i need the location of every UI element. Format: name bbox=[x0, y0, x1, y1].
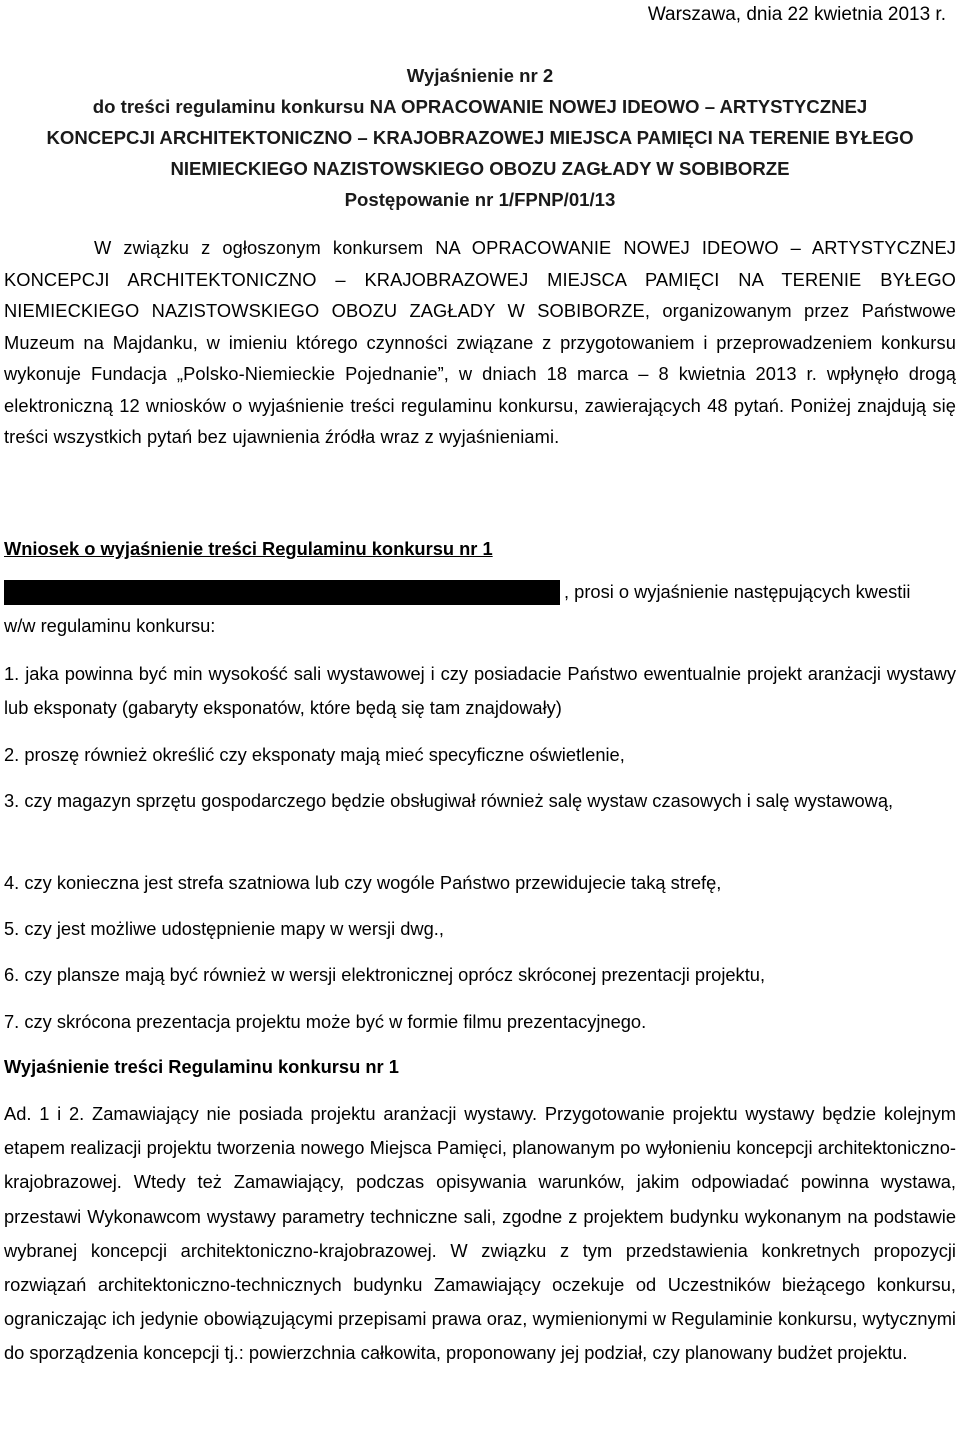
heading-subject-line: do treści regulaminu konkursu NA OPRACOWANIE NOWEJ IDEOWO – ARTYSTYCZNEJ bbox=[92, 96, 868, 117]
heading-title: Wyjaśnienie nr 2 bbox=[406, 65, 554, 86]
question-item: 6. czy plansze mają być również w wersji elektronicznej oprócz skróconej prezentacji projektu, bbox=[4, 964, 766, 985]
question-item: 7. czy skrócona prezentacja projektu może być w formie filmu prezentacyjnego. bbox=[4, 1011, 647, 1032]
request-section-title: Wniosek o wyjaśnienie treści Regulaminu konkursu nr 1 bbox=[4, 538, 493, 559]
question-item: 1. jaka powinna być min wysokość sali wystawowej i czy posiadacie Państwo ewentualnie projekt aranżacji wystawy lub eksponaty (gabaryty eksponatów, które będą się tam znajdowały) bbox=[4, 663, 956, 718]
proceeding-number: Postępowanie nr 1/FPNP/01/13 bbox=[344, 189, 616, 210]
answer-section-title: Wyjaśnienie treści Regulaminu konkursu nr 1 bbox=[4, 1056, 399, 1077]
question-item: 4. czy konieczna jest strefa szatniowa lub czy wogóle Państwo przewidujecie taką strefę, bbox=[4, 872, 722, 893]
date-line: Warszawa, dnia 22 kwietnia 2013 r. bbox=[647, 4, 946, 25]
request-text-continued: w/w regulaminu konkursu: bbox=[4, 615, 216, 636]
question-item: 3. czy magazyn sprzętu gospodarczego będzie obsługiwał również salę wystaw czasowych i salę wystawową, bbox=[4, 790, 894, 811]
question-item: 5. czy jest możliwe udostępnienie mapy w wersji dwg., bbox=[4, 918, 444, 939]
question-item: 2. proszę również określić czy eksponaty mają mieć specyficzne oświetlenie, bbox=[4, 744, 625, 765]
intro-paragraph: W związku z ogłoszonym konkursem NA OPRACOWANIE NOWEJ IDEOWO – ARTYSTYCZNEJ KONCEPCJI ARCHITEKTONICZNO – KRAJOBRAZOWEJ MIEJSCA PAMIĘCI NA TERENIE BYŁEGO NIEMIECKIEGO NAZISTOWSKIEGO OBOZU ZAGŁADY W SOBIBORZE, organizowanym przez Państwowe Muzeum na Majdanku, w imieniu którego czynności związane z przygotowaniem i przeprowadzeniem konkursu wykonuje Fundacja „Polsko-Niemieckie Pojednanie”, w dniach 18 marca – 8 kwietnia 2013 r. wpłynęło drogą elektroniczną 12 wniosków o wyjaśnienie treści regulaminu konkursu, zawierających 48 pytań. Poniżej znajdują się treści wszystkich pytań bez ujawnienia źródła wraz z wyjaśnieniami. bbox=[4, 237, 956, 447]
answer-paragraph: Ad. 1 i 2. Zamawiający nie posiada projektu aranżacji wystawy. Przygotowanie projektu wystawy będzie kolejnym etapem realizacji projektu tworzenia nowego Miejsca Pamięci, planowanym po wyłonieniu koncepcji architektoniczno-krajobrazowej. Wtedy też Zamawiający, podczas opisywania warunków, jakim odpowiadać powinna wystawa, przestawi Wykonawcom wystawy parametry techniczne sali, zgodne z projektem budynku wykonanym na podstawie wybranej koncepcji architektoniczno-krajobrazowej. W związku z tym przedstawienia konkretnych propozycji rozwiązań architektoniczno-technicznych budynku Zamawiający oczekuje od Uczestników bieżącego konkursu, ograniczając ich jedynie obowiązującymi przepisami prawa oraz, wymienionymi w Regulaminie konkursu, wytycznymi do sporządzenia koncepcji tj.: powierzchnia całkowita, proponowany jej podział, czy planowany budżet projektu. bbox=[4, 1103, 956, 1364]
heading-subject-line: NIEMIECKIEGO NAZISTOWSKIEGO OBOZU ZAGŁADY W SOBIBORZE bbox=[170, 158, 790, 179]
request-text: , prosi o wyjaśnienie następujących kwestii bbox=[564, 581, 911, 602]
document-heading bbox=[4, 60, 956, 215]
redacted-block bbox=[4, 580, 560, 605]
heading-subject-line: KONCEPCJI ARCHITEKTONICZNO – KRAJOBRAZOWEJ MIEJSCA PAMIĘCI NA TERENIE BYŁEGO bbox=[46, 127, 914, 148]
